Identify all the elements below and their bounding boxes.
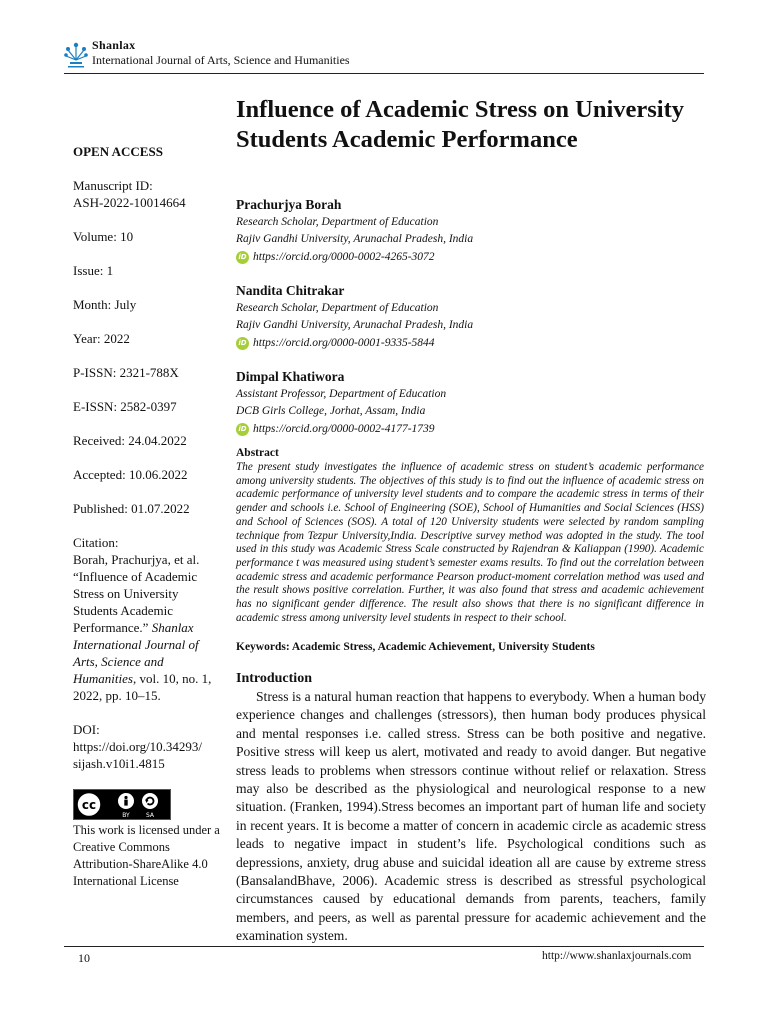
- citation-text: Borah, Prachurjya, et al. “Influence of Academic Stress on University Students Academic Performance.” Shanlax International Journal of Arts, Science and Humanities, vol. 10, no. 1, 2022, pp. 10–15.: [73, 552, 212, 703]
- author-name: Nandita Chitrakar: [236, 283, 345, 298]
- p-issn: P-ISSN: 2321-788X: [73, 365, 179, 380]
- author-affiliation: Research Scholar, Department of Education: [236, 302, 439, 314]
- author-block: [236, 196, 706, 266]
- author-block: [236, 368, 706, 438]
- accepted-date: Accepted: 10.06.2022: [73, 467, 188, 482]
- abstract-text: The present study investigates the influence of academic stress on student’s academic performance among university students. The objectives of this study is to find out the influence of academic stress on academic performance of university level students and to compare the academic stress in terms of their gender and schools i.e. School of Engineering (SOE), School of Humanities and Social Sciences (HSS) and School of Sciences (SOS). A total of 120 University students were selected by random sampling technique from Tezpur University,India. Descriptive survey method was adopted in the study. The tool used in this study was Academic Stress Scale constructed by Rajendran & Kaliappan (1990). Academic performance t was measured using student’s semester exams results. To find out the correlation between academic stress and academic performance Pearson product-moment correlation method was used and the result shows positive correlation. Further, it was also found that stress and academic achievement has no significant gender difference. The result also shows that there is no significant difference in academic stress among university level students in respect to their school.: [236, 461, 704, 624]
- orcid-row: [236, 421, 706, 438]
- manuscript-value: ASH-2022-10014664: [73, 195, 186, 210]
- author-affiliation: Assistant Professor, Department of Education: [236, 388, 447, 400]
- orcid-link[interactable]: https://orcid.org/0000-0002-4177-1739: [253, 423, 435, 435]
- open-access-label: OPEN ACCESS: [73, 144, 163, 159]
- author-name: Prachurjya Borah: [236, 197, 342, 212]
- cc-by-sa-license-icon[interactable]: [73, 789, 171, 820]
- license-text: This work is licensed under a Creative Commons Attribution-ShareAlike 4.0 International License: [73, 823, 220, 888]
- header-divider: [64, 73, 704, 74]
- author-block: [236, 282, 706, 352]
- introduction-text: Stress is a natural human reaction that happens to everybody. When a human body experience changes and challenges (stressors), then human body produces physical and mental responses i.e. called stress. Stress can be both positive and negative. Positive stress will keep us alert, motivated and ready to avoid danger. But negative stress leads to problems when stressors continue without relief or relaxation. Stress may also be described as the physiological and neurological response to a new situation. (Franken, 1994).Stress becomes an important part of human life and society in recent years. It is become a matter of concern in academic circle as academic stress leads to negative impact in student’s life. Psychological conditions such as depressions, anxiety, drug abuse and suicidal ideation all are cause by extreme stress (BansalandBhave, 2006). Academic stress is described as stressful psychological circumstances caused by educational demands from parents, teachers, family members, and peers, as well as parental pressure for academic achievement and the examination system.: [236, 689, 706, 944]
- orcid-icon: iD: [236, 337, 249, 350]
- doi-link-line1[interactable]: https://doi.org/10.34293/: [73, 739, 203, 754]
- svg-text:cc: cc: [81, 798, 97, 812]
- manuscript-id: [73, 177, 225, 211]
- author-institution: Rajiv Gandhi University, Arunachal Pradesh, India: [236, 233, 474, 245]
- article-title: Influence of Academic Stress on University Students Academic Performance: [236, 96, 684, 153]
- shanlax-logo-icon: [64, 40, 88, 70]
- article-info-sidebar: [73, 143, 225, 890]
- cc-by-label: BY: [122, 812, 130, 819]
- orcid-row: [236, 335, 706, 352]
- month: Month: July: [73, 297, 137, 312]
- citation-label: Citation:: [73, 535, 119, 550]
- received-date: Received: 24.04.2022: [73, 433, 187, 448]
- doi-link-line2[interactable]: sijash.v10i1.4815: [73, 756, 165, 771]
- citation: [73, 534, 225, 704]
- cc-sa-label: SA: [145, 812, 155, 819]
- orcid-icon: iD: [236, 423, 249, 436]
- footer-url-link[interactable]: http://www.shanlaxjournals.com: [542, 950, 692, 962]
- orcid-link[interactable]: https://orcid.org/0000-0001-9335-5844: [253, 337, 435, 349]
- issue: Issue: 1: [73, 263, 114, 278]
- doi: [73, 721, 225, 772]
- orcid-icon: iD: [236, 251, 249, 264]
- author-institution: Rajiv Gandhi University, Arunachal Pradesh, India: [236, 319, 474, 331]
- publisher-name: Shanlax: [92, 38, 136, 52]
- doi-label: DOI:: [73, 722, 100, 737]
- page-number: 10: [78, 951, 90, 965]
- keywords: Keywords: Academic Stress, Academic Achievement, University Students: [236, 641, 595, 653]
- volume: Volume: 10: [73, 229, 134, 244]
- author-affiliation: Research Scholar, Department of Education: [236, 216, 439, 228]
- manuscript-label: Manuscript ID:: [73, 178, 153, 193]
- author-name: Dimpal Khatiwora: [236, 369, 345, 384]
- orcid-row: [236, 249, 706, 266]
- footer-divider: [64, 946, 704, 947]
- introduction-heading: Introduction: [236, 671, 312, 686]
- e-issn: E-ISSN: 2582-0397: [73, 399, 177, 414]
- published-date: Published: 01.07.2022: [73, 501, 190, 516]
- journal-name: International Journal of Arts, Science and Humanities: [92, 53, 350, 67]
- abstract-heading: Abstract: [236, 447, 279, 459]
- author-institution: DCB Girls College, Jorhat, Assam, India: [236, 405, 426, 417]
- year: Year: 2022: [73, 331, 130, 346]
- orcid-link[interactable]: https://orcid.org/0000-0002-4265-3072: [253, 251, 435, 263]
